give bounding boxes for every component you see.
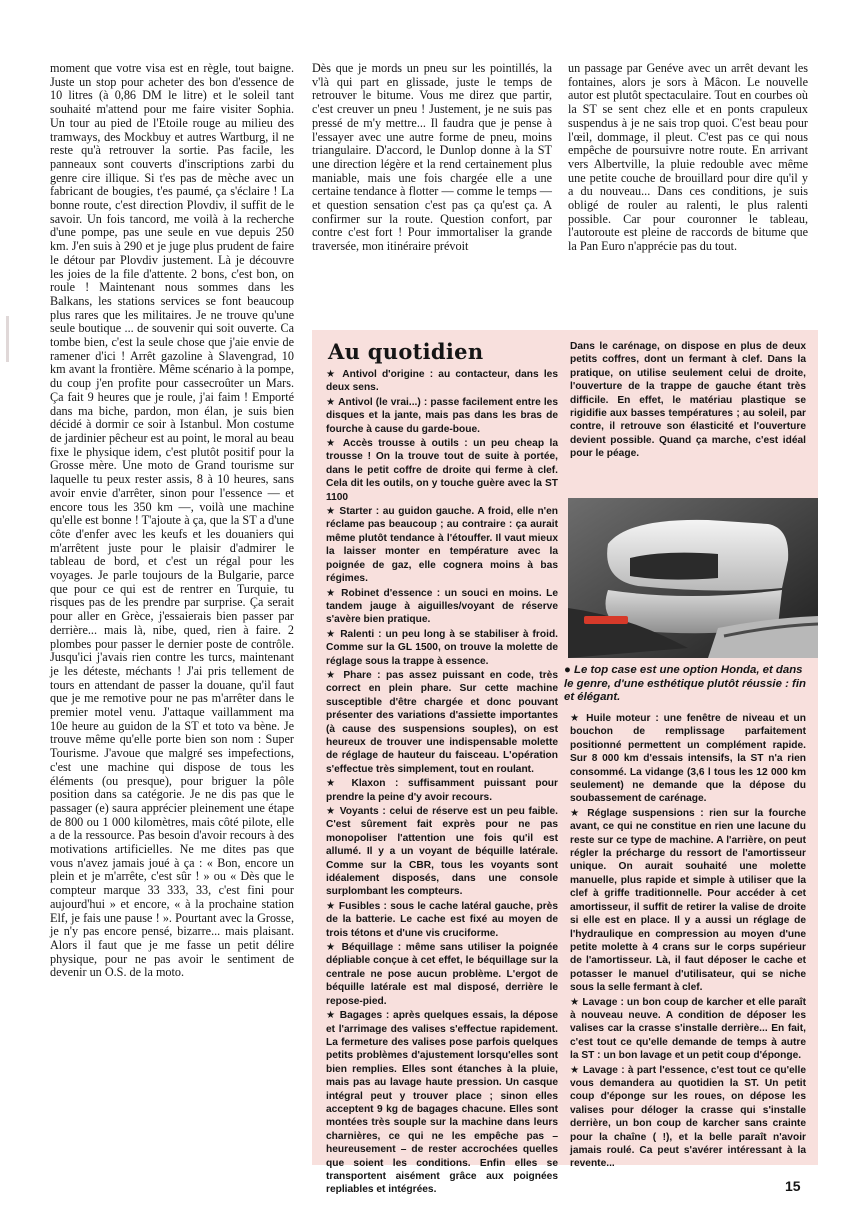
sidebar-item: ★ Huile moteur : une fenêtre de niveau et un bouchon de remplissage parfaitement positionné permettent un complément rapide. Sur 8 000 km d'essais intensifs, la ST n'a rien consommé. La vidange (3,6 l tous les 12 000 km seulement) ne demande que la dépose du soubassement de carénage. (570, 713, 806, 805)
sidebar-item: ★ Fusibles : sous le cache latéral gauche, près de la batterie. Le cache est fixé au moyen de trois tétons et d'une vis cruciforme. (326, 900, 558, 939)
sidebar-item: ★ Starter : au guidon gauche. A froid, elle n'en réclame pas beaucoup ; au contraire : ça aurait même plutôt tendance à l'étouffer. Il vaut mieux la laisser monter en température avec la poignée de gaz, elle cognera moins à bas régimes. (326, 506, 558, 585)
sidebar-right-top (570, 340, 806, 462)
article-column-1 (50, 62, 294, 980)
sidebar-item: ★ Bagages : après quelques essais, la dépose et l'arrimage des valises s'effectue rapidement. La fermeture des valises pose parfois quelques petits problèmes d'ajustement lorsqu'elles sont bien remplies. Elles sont étanches à la pluie, mais pas au lavage haute pression. Un casque intégral peut y trouver place ; sinon elles acceptent 9 kg de bagages chacune. Elles sont montées très souple sur la machine dans leurs charnières, ce qui ne les empêche pas – heureusement – de rester accrochées quelles que soient les conditions. Enfin elles se transportent aisément grâce aux poignées repliables et intégrées. (326, 1010, 558, 1196)
column-2-text: Dès que je mords un pneu sur les pointillés, la v'là qui part en glissade, juste le temps de retrouver le bitume. Vous me direz que partir, c'est creuver un pneu ! Justement, je ne suis pas pressé de m'y mettre... Il faudra que je pense à l'essayer avec une autre forme de pneu, moins triangulaire. D'accord, le Dunlop donne à la ST une direction légère et la rend certainement plus maniable, mais une fois chargée elle a une certaine tendance à flotter — comme le temps — et question sensation c'est pas ça qu'est ça. A confirmer sur la route. Question confort, par contre c'est fort ! Pour immortaliser la grande traversée, mon itinéraire prévoit (312, 61, 552, 254)
sidebar-item: ★ Klaxon : suffisamment puissant pour prendre la peine d'y avoir recours. (326, 778, 558, 803)
sidebar-title: Au quotidien (328, 339, 484, 364)
sidebar-item: ★ Accès trousse à outils : un peu cheap la trousse ! On la trouve tout de suite à portée, dans le petit coffre de droite qui ferme à clef. Cela dit les outils, on y touche guère avec la ST 1100 (326, 438, 558, 503)
motorcycle-top-case-image (568, 498, 818, 658)
top-case-photo (568, 498, 818, 658)
article-column-3 (568, 62, 808, 254)
sidebar-item: ★ Béquillage : même sans utiliser la poignée dépliable conçue à cet effet, le béquillage sur la centrale ne pose aucun problème. L'ergot de béquille latérale est mal disposé, derrière le repose-pied. (326, 942, 558, 1007)
photo-caption (564, 664, 810, 705)
sidebar-item: Dans le carénage, on dispose en plus de deux petits coffres, dont un fermant à clef. Dans la pratique, on utilise seulement celui de droite, l'ouverture de la trappe de gauche étant très difficile. En effet, le matériau plastique se rigidifie aux basses températures ; au soleil, par contre, il retrouve son élasticité et l'ouverture devient possible. Quand ça marche, c'est idéal pour le péage. (570, 341, 806, 460)
sidebar-left-column (326, 340, 558, 1198)
sidebar-item: ★ Antivol d'origine : au contacteur, dans les deux sens. (326, 369, 558, 394)
sidebar-right-column (570, 712, 806, 1172)
sidebar-box (312, 330, 818, 1196)
sidebar-item: ★ Lavage : à part l'essence, c'est tout ce qu'elle vous demandera au quotidien la ST. Un petit coup d'éponge sur les roues, on dépose les valises pour déloger la crasse qui s'installe derrière, un bon coup de karcher sans crainte pour la chaîne ( !), et la belle paraît n'avoir jamais roulé. Ca peut s'avérer intéressant à la revente... (570, 1064, 806, 1170)
sidebar-item: ★ Ralenti : un peu long à se stabiliser à froid. Comme sur la GL 1500, on trouve la molette de réglage sous la trappe à essence. (326, 628, 558, 667)
sidebar-item: ★ Lavage : un bon coup de karcher et elle paraît à nouveau neuve. A condition de déposer les valises car la crasse s'installe derrière... En fait, c'est tout ce qu'elle demande de temps à autre la ST : un bon lavage et un petit coup d'éponge. (570, 996, 806, 1062)
margin-mark (6, 316, 9, 362)
sidebar-item: ★ Robinet d'essence : un souci en moins. Le tandem jauge à aiguilles/voyant de réserve s'avère bien pratique. (326, 587, 558, 626)
sidebar-item: ★ Phare : pas assez puissant en code, très correct en plein phare. Sur cette machine susceptible d'être chargée et donc pouvant présenter des variations d'assiette importantes (à cause des suspensions souples), on est heureux de trouver une indispensable molette de réglage de hauteur du faisceau. L'opération s'effectue très simplement, tout en roulant. (326, 669, 558, 775)
article-column-2 (312, 62, 552, 254)
sidebar-item: ★ Voyants : celui de réserve est un peu faible. C'est sûrement fait exprès pour ne pas monopoliser l'attention une fois qu'il est allumé. Il y a un voyant de béquille latérale. Comme sur la CBR, tous les voyants sont idéalement disposés, dans une console surplombant les compteurs. (326, 806, 558, 898)
column-1-text: moment que votre visa est en règle, tout baigne. Juste un stop pour acheter des bon d'essence de 10 litres (à 0,86 DM le litre) et le soleil tant souhaité m'attend pour me faire visiter Sophia. Un tour au pied de l'Etoile rouge au milieu des tramways, des Mockbuy et autres Wartburg, il ne reste qu'à retrouver la sortie. Pas facile, les panneaux sont couverts d'inscriptions zarbi du genre cire illique. Si t'es pas de mèche avec un fabricant de bougies, t'es paumé, ça s'éclaire ! La bonne route, c'est direction Plovdiv, il suffit de le savoir. Un fois tancord, me voilà à la recherche d'une pompe, pas une seule en vue depuis 250 km. J'en suis à 290 et je juge plus prudent de faire le détour par Plovdiv justement. Là je découvre les joies de la file d'attente. 2 bons, c'est bon, on roule ! Maintenant nous sommes dans les Balkans, les stations services se font beaucoup plus rares que les militaires. Je ne trouve qu'une seule boutique ... de souvenir qui soit ouverte. Ca tombe bien, c'est la seule chose que j'aie envie de ramener d'ici ! Arrêt gazoline à Slavengrad, 10 km avant la frontière. Même scénario à la pompe, du coup j'en profite pour cassecroûter un Mars. Ça fait 9 heures que je roule, j'ai faim ! Emporté dans ma biche, pardon, mon élan, je suis bien décidé à dormir ce soir à Istanbul. Mon costume de jardinier pêcheur est au point, le moral au beau fixe le physique idem, c'est plutôt positif pour la Grosse mère. Une moto de Grand tourisme sur laquelle tu peux rester assis, 8 à 10 heures, sans avoir envie d'arrêter, sinon pour l'essence — et encore tous les 350 km —, voilà une machine qu'elle est bonne ! T'ajoute à ça, que la ST a d'une côte d'enfer avec les keufs et les douaniers qui m'arrêtent juste pour le plaisir d'admirer le tableau de bord, et c'est un régal pour les voyages. Je parle toujours de la Bulgarie, parce que pour ce qui est de rentrer en Turquie, tu risques pas de les prendre par surprise. Ça serait pour aller en Grèce, j'essaierais bien passer par derrière... mais là, nibe, qued, rien à faire. 2 plombes pour passer le dernier poste de contrôle. Jusqu'ici j'avais rien contre les turcs, maintenant je les déteste, méchants ! J'ai pris tellement de tours en attendant de passer la douane, qu'il faut que je me remotive pour ne pas m'arrêter dans le premier motel venu. J'attaque vaillamment ma 10e heure au guidon de la ST et toto va bène. Je trouve même qu'elle porte bien son nom : Super Tourisme. J'avoue que malgré ses impefections, c'est une machine qui dispose de tous les éléments (ou presque), pour briguer la pôle position dans sa catégorie. Je ne dis pas que le passager (e) saura apprécier pleinement une étape de 800 ou 1 000 kilomètres, mais côté pilote, elle a de la ressource. Pas besoin d'avoir recours à des motivations artificielles. Ne me dites pas que vous n'avez jamais joué à ça : « Bon, encore un plein et je m'arrête, c'est sûr ! » ou « Dès que le compteur marque 33 333, 33, c'est fini pour aujourd'hui » et encore, « à la prochaine station Elf, je fais une pause ! ». Pourtant avec la Grosse, je n'y pas encore pensé, bizarre... mais plaisant. Alors il faut que je me fasse un petit délire physique, pour ne pas avoir le sentiment de devenir un O.S. de la moto. (50, 61, 294, 980)
sidebar-item: ★ Antivol (le vrai...) : passe facilement entre les disques et la jante, mais pas dans les bras de fourche à cause du garde-boue. (326, 396, 558, 435)
sidebar-item: ★ Réglage suspensions : rien sur la fourche avant, ce qui ne constitue en rien une lacune du reste sur ce type de machine. A l'arrière, on peut régler la précharge du ressort de l'amortisseur unique. On aurait souhaité une molette manuelle, plus rapide et simple à utiliser que la clef à griffe traditionnelle. Pour accéder à cet amortisseur, il suffit de retirer la valise de droite si elle est en place. Il y a aussi un réglage de l'hydraulique en compression au moyen d'une petite molette à 4 crans sur le corps supérieur de l'amortisseur. Là, il faut déposer le cache et potasser le manuel d'utilisateur, qui se niche sous la selle fermant à clef. (570, 807, 806, 994)
page-number: 15 (785, 1178, 801, 1194)
caption-bullet-icon: ● (564, 664, 575, 676)
caption-text: Le top case est une option Honda, et dans le genre, d'une esthétique plutôt réussie : fin et élégant. (564, 664, 806, 703)
column-3-text: un passage par Genéve avec un arrêt devant les fontaines, alors je sors à Mâcon. Le nouvelle autor est plutôt spectaculaire. Tout en courbes où la ST se sent chez elle et en ponts crapuleux suspendus à je ne sais trop quoi. C'est beau pour l'œil, dommage, il pleut. C'est pas ce qui nous empêche de poursuivre notre route. En arrivant vers Albertville, la pluie redouble avec même une petite couche de brouillard pour dire qu'il y a du nouveau... Dans ces conditions, je suis obligé de rouler au ralenti, le plus ralenti possible. Car pour couronner le tableau, l'autoroute est pleine de raccords de bitume que la Pan Euro n'apprécie pas du tout. (568, 61, 808, 254)
